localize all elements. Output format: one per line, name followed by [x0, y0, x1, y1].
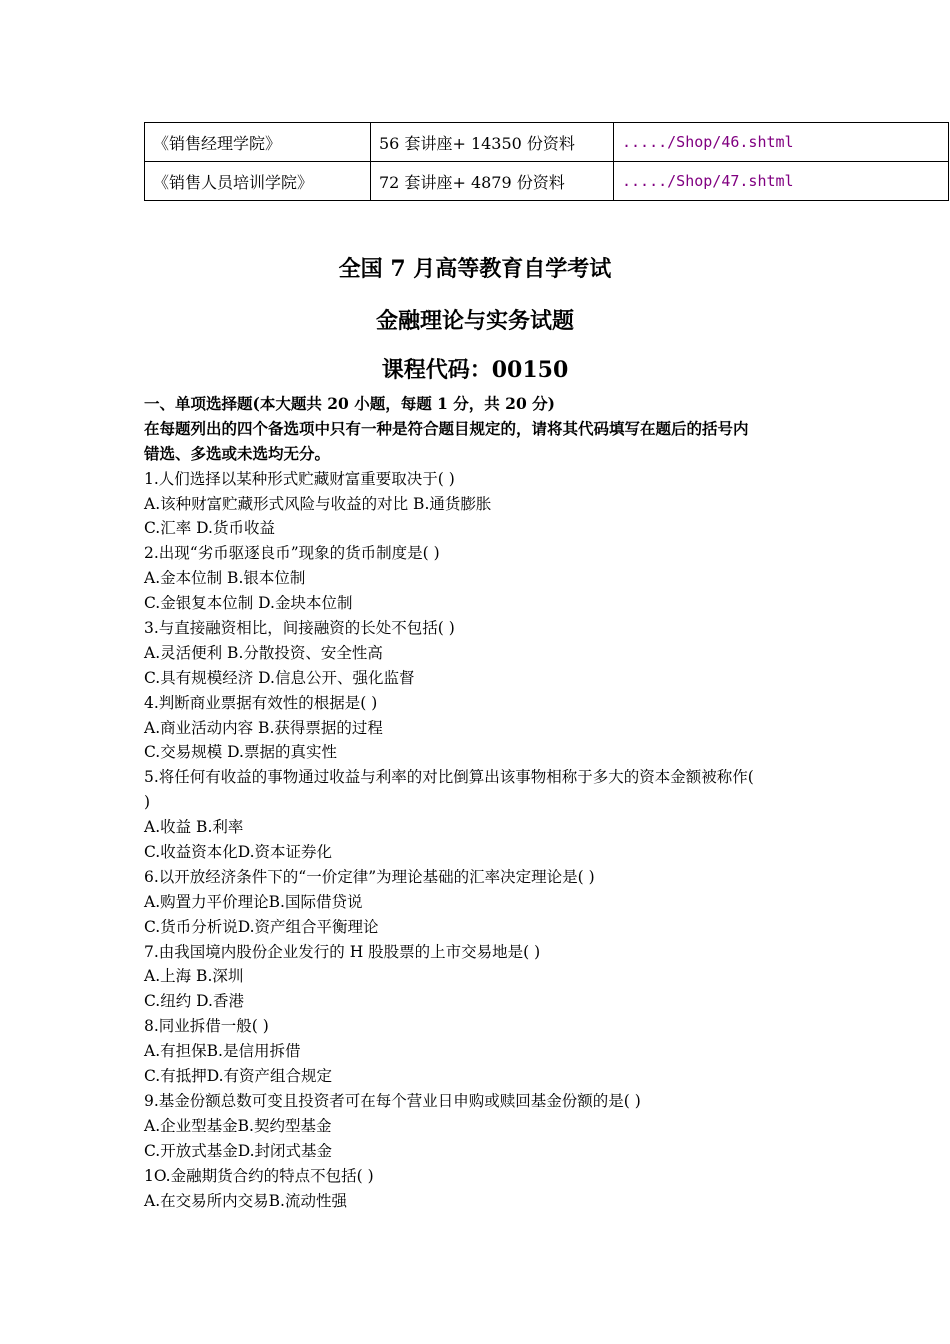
- question-line: 2.出现“劣币驱逐良币”现象的货币制度是( ): [144, 544, 440, 563]
- resource-table: [144, 122, 949, 201]
- question-line: C.有抵押D.有资产组合规定: [144, 1067, 333, 1086]
- question-line: C.具有规模经济 D.信息公开、强化监督: [144, 668, 415, 687]
- question-line: C.纽约 D.香港: [144, 992, 244, 1011]
- question-line: A.收益 B.利率: [144, 818, 244, 837]
- question-line: 5.将任何有收益的事物通过收益与利率的对比倒算出该事物相称于多大的资本金额被称作(: [144, 768, 754, 787]
- section-heading: 一、单项选择题(本大题共 20 小题，每题 1 分，共 20 分): [144, 394, 555, 413]
- question-line: A.该种财富贮藏形式风险与收益的对比 B.通货膨胀: [144, 494, 492, 513]
- course-code: 课程代码：00150: [381, 357, 569, 383]
- section-instruction: 错选、多选或未选均无分。: [144, 443, 331, 463]
- resource-content-cell: 56 套讲座+ 14350 份资料: [371, 123, 614, 162]
- question-line: A.上海 B.深圳: [144, 967, 244, 986]
- table-row: [145, 123, 949, 162]
- exam-title: 全国 7 月高等教育自学考试: [338, 256, 612, 282]
- question-line: C.金银复本位制 D.金块本位制: [144, 594, 353, 613]
- question-line: 7.由我国境内股份企业发行的 H 股股票的上市交易地是( ): [144, 942, 541, 961]
- question-line: 3.与直接融资相比，间接融资的长处不包括( ): [144, 619, 455, 638]
- question-line: A.灵活便利 B.分散投资、安全性高: [144, 643, 383, 662]
- question-line: C.收益资本化D.资本证券化: [144, 843, 333, 862]
- question-line: A.购置力平价理论B.国际借贷说: [144, 892, 363, 911]
- question-line: A.有担保B.是信用拆借: [144, 1042, 301, 1061]
- resource-content-cell: 72 套讲座+ 4879 份资料: [371, 162, 614, 201]
- question-line: 4.判断商业票据有效性的根据是( ): [144, 693, 378, 712]
- question-line: A.金本位制 B.银本位制: [144, 569, 306, 588]
- question-line: C.货币分析说D.资产组合平衡理论: [144, 917, 379, 936]
- exam-body: [144, 392, 824, 1213]
- subject-title: 金融理论与实务试题: [375, 308, 574, 334]
- question-line: A.企业型基金B.契约型基金: [144, 1116, 332, 1135]
- resource-link[interactable]: ...../Shop/46.shtml: [614, 123, 949, 162]
- question-line: C.汇率 D.货币收益: [144, 519, 275, 538]
- question-line: 8.同业拆借一般( ): [144, 1017, 269, 1036]
- resource-link[interactable]: ...../Shop/47.shtml: [614, 162, 949, 201]
- question-line: C.开放式基金D.封闭式基金: [144, 1141, 333, 1160]
- question-line: A.在交易所内交易B.流动性强: [144, 1191, 347, 1210]
- question-line: 9.基金份额总数可变且投资者可在每个营业日申购或赎回基金份额的是( ): [144, 1091, 641, 1110]
- question-line: 1O.金融期货合约的特点不包括( ): [144, 1166, 374, 1185]
- resource-name-cell: 《销售人员培训学院》: [145, 162, 371, 201]
- question-line: C.交易规模 D.票据的真实性: [144, 743, 337, 762]
- table-row: [145, 162, 949, 201]
- question-line: A.商业活动内容 B.获得票据的过程: [144, 718, 383, 737]
- question-line: 6.以开放经济条件下的“一价定律”为理论基础的汇率决定理论是( ): [144, 867, 595, 886]
- resource-name-cell: 《销售经理学院》: [145, 123, 371, 162]
- question-line: 1.人们选择以某种形式贮藏财富重要取决于( ): [144, 469, 455, 488]
- question-line: ): [144, 793, 151, 812]
- section-instruction: 在每题列出的四个备选项中只有一种是符合题目规定的，请将其代码填写在题后的括号内: [144, 418, 749, 438]
